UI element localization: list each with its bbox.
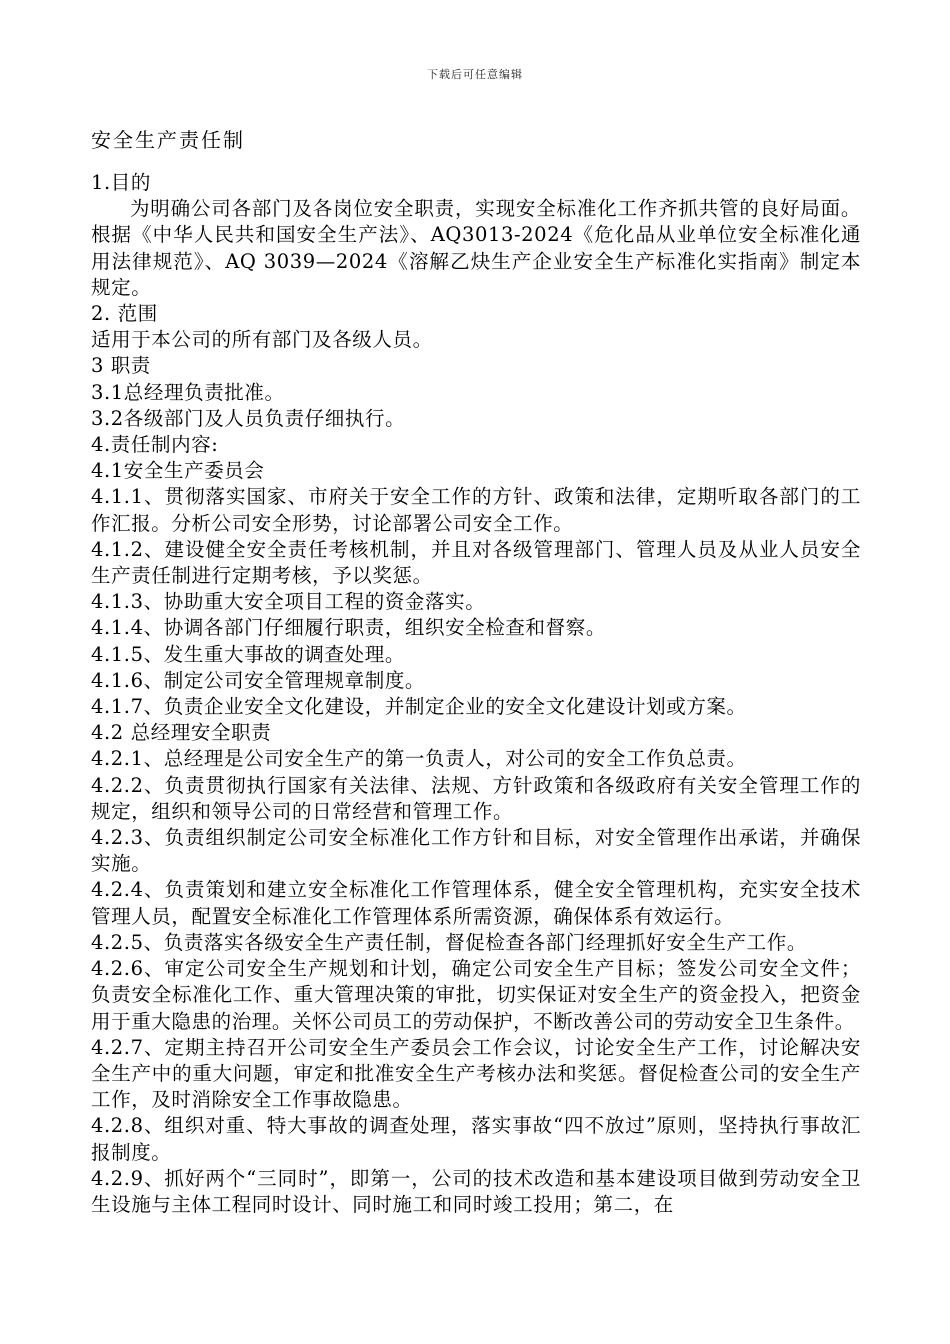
paragraph: 4.2.3、负责组织制定公司安全标准化工作方针和目标，对安全管理作出承诺，并确保实施。: [91, 826, 861, 876]
paragraph: 4.1.3、协助重大安全项目工程的资金落实。: [91, 590, 486, 614]
paragraph: 3.2各级部门及人员负责仔细执行。: [91, 406, 406, 430]
paragraph: 4.2.6、审定公司安全生产规划和计划，确定公司安全生产目标；签发公司安全文件；负责安全标准化工作、重大管理决策的审批，切实保证对安全生产的资金投入，把资金用于重大隐患的治理。关怀公司员工的劳动保护，不断改善公司的劳动安全卫生条件。: [91, 957, 861, 1033]
paragraph: 4.2.1、总经理是公司安全生产的第一负责人，对公司的安全工作负总责。: [91, 747, 747, 771]
paragraph: 4.1安全生产委员会: [91, 459, 265, 483]
paragraph: 4.2.7、定期主持召开公司安全生产委员会工作会议，讨论安全生产工作，讨论解决安全生产中的重大问题，审定和批准安全生产考核办法和奖惩。督促检查公司的安全生产工作，及时消除安全工作事故隐患。: [91, 1035, 861, 1112]
paragraph: 4.1.7、负责企业安全文化建设，并制定企业的安全文化建设计划或方案。: [91, 695, 747, 719]
paragraph: 4.2.4、负责策划和建立安全标准化工作管理体系，健全安全管理机构，充实安全技术管理人员，配置安全标准化工作管理体系所需资源，确保体系有效运行。: [91, 878, 861, 928]
paragraph: 4.2.9、抓好两个“三同时”，即第一，公司的技术改造和基本建设项目做到劳动安全卫生设施与主体工程同时设计、同时施工和同时竣工投用；第二，在: [91, 1166, 861, 1216]
paragraph: 4.责任制内容:: [91, 433, 219, 457]
paragraph: 1.目的: [91, 171, 152, 194]
paragraph: 4.1.2、建设健全安全责任考核机制，并且对各级管理部门、管理人员及从业人员安全生产责任制进行定期考核，予以奖惩。: [91, 537, 861, 588]
paragraph: 4.1.1、贯彻落实国家、市府关于安全工作的方针、政策和法律，定期听取各部门的工作汇报。分析公司安全形势，讨论部署公司安全工作。: [91, 485, 861, 535]
paragraph: 为明确公司各部门及各岗位安全职责，实现安全标准化工作齐抓共管的良好局面。根据《中华人民共和国安全生产法》、AQ3013-2024《危化品从业单位安全标准化通用法律规范》、AQ 3039—2024《溶解乙炔生产企业安全生产标准化实指南》制定本规定。: [91, 197, 861, 299]
paragraph: 3 职责: [91, 354, 152, 378]
paragraph: 4.1.5、发生重大事故的调查处理。: [91, 642, 405, 666]
paragraph: 4.2.8、组织对重、特大事故的调查处理，落实事故“四不放过”原则，坚持执行事故汇报制度。: [91, 1114, 861, 1164]
paragraph: 4.2.5、负责落实各级安全生产责任制，督促检查各部门经理抓好安全生产工作。: [91, 930, 807, 954]
paragraph: 3.1总经理负责批准。: [91, 380, 285, 404]
paragraph: 4.2 总经理安全职责: [91, 721, 272, 745]
paragraph: 4.1.6、制定公司安全管理规章制度。: [91, 668, 426, 692]
paragraph: 4.2.2、负责贯彻执行国家有关法律、法规、方针政策和各级政府有关安全管理工作的规定，组织和领导公司的日常经营和管理工作。: [91, 773, 861, 823]
document-title: 安全生产责任制: [91, 128, 245, 152]
page-header: 下载后可任意编辑: [427, 68, 523, 81]
document-body: [91, 170, 861, 1218]
paragraph: 4.1.4、协调各部门仔细履行职责，组织安全检查和督察。: [91, 616, 606, 640]
paragraph: 适用于本公司的所有部门及各级人员。: [91, 328, 433, 352]
paragraph: 2. 范围: [91, 302, 158, 326]
